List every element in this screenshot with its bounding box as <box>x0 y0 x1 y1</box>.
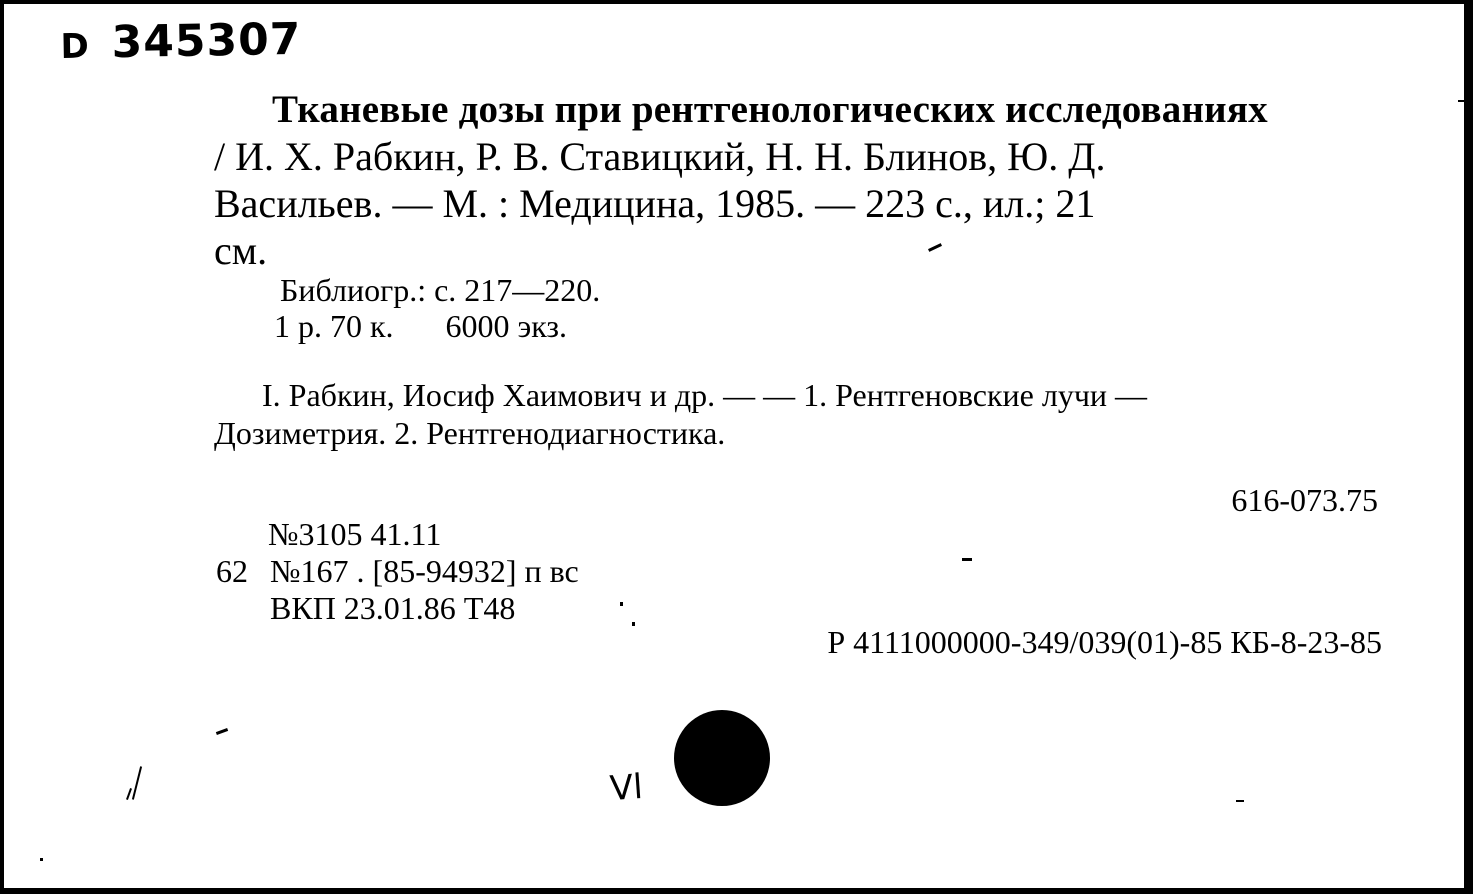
price: 1 р. 70 к. <box>274 308 394 344</box>
handwritten-initials: Vl <box>608 766 645 810</box>
accession-line-2 <box>216 553 579 590</box>
catalog-card <box>4 4 1464 888</box>
bibliographic-description <box>214 86 1377 274</box>
pencil-mark <box>132 766 142 799</box>
bibliography-note: Библиогр.: с. 217—220. <box>280 272 601 308</box>
call-number <box>60 14 302 69</box>
tracing-line-2: Дозиметрия. 2. Рентгенодиагностика. <box>214 415 726 451</box>
pencil-mark <box>962 558 972 561</box>
price-line <box>274 308 567 344</box>
authors-line <box>214 133 1377 180</box>
circulation: 6000 экз. <box>445 308 568 344</box>
tracing-line-1: I. Рабкин, Иосиф Хаимович и др. — — 1. Рентгеновские лучи — <box>262 377 1148 413</box>
pencil-mark <box>216 728 228 735</box>
udc-classification: 616-073.75 <box>1231 482 1378 518</box>
authors-text: / И. Х. Рабкин, Р. В. Ставицкий, Н. Н. Блинов, Ю. Д. <box>214 134 1106 179</box>
pencil-mark <box>1458 100 1464 102</box>
pencil-mark <box>620 602 623 606</box>
size-text: см. <box>214 228 268 273</box>
pencil-mark <box>1236 800 1244 802</box>
pencil-mark <box>632 622 635 626</box>
call-letter: D <box>60 26 91 67</box>
punch-hole <box>674 710 770 806</box>
imprint-line <box>214 180 1377 227</box>
call-number-digits: 345307 <box>111 13 302 69</box>
size-line <box>214 227 1377 274</box>
accession-prefix: 62 <box>216 553 248 589</box>
accession-line-1: №3105 41.11 <box>268 516 442 552</box>
book-title: Тканевые дозы при рентгенологических исследованиях <box>272 88 1268 131</box>
subject-tracing <box>214 376 1377 452</box>
pencil-mark <box>40 858 43 861</box>
imprint-text: Васильев. — М. : Медицина, 1985. — 223 с., ил.; 21 <box>214 181 1096 226</box>
accession-line-3: ВКП 23.01.86 Т48 <box>270 590 516 626</box>
publisher-code: Р 4111000000-349/039(01)-85 КБ-8-23-85 <box>827 624 1382 660</box>
accession-number: №167 . [85-94932] п вс <box>270 553 579 589</box>
